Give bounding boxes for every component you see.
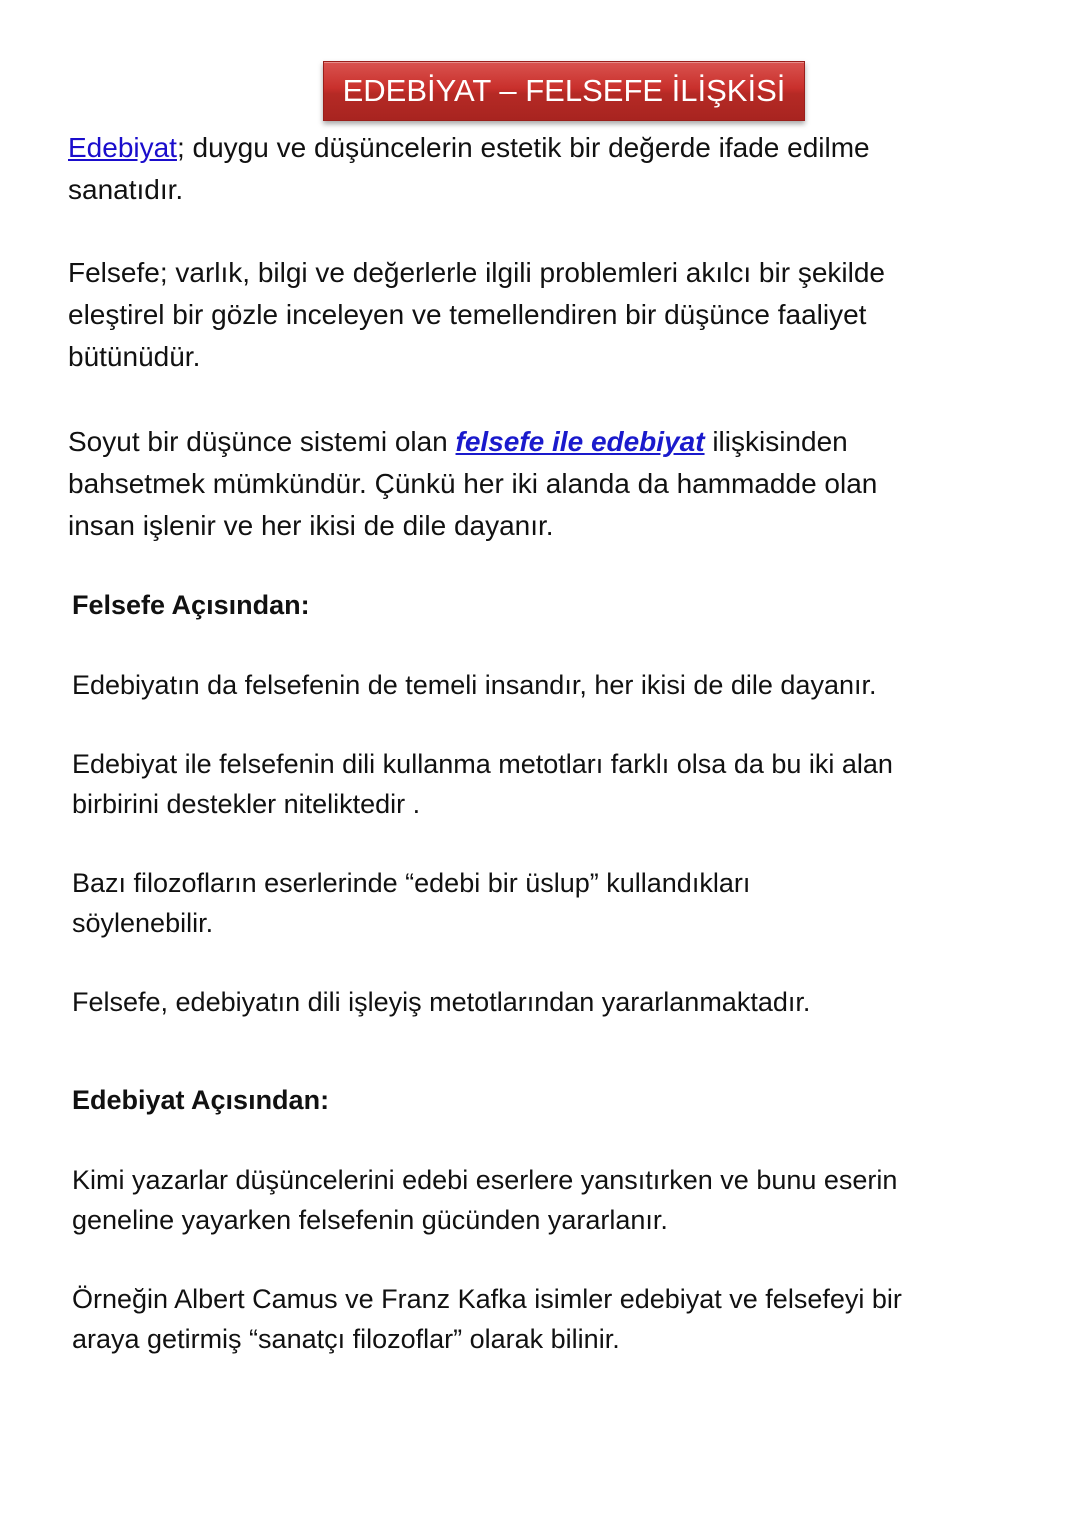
- edebiyat-paragraph-1: [72, 1160, 1012, 1240]
- text-line: geneline yayarken felsefenin gücünden yararlanır.: [72, 1205, 668, 1235]
- text-line: [68, 421, 978, 463]
- intro-paragraph-1: [68, 127, 978, 211]
- text-span: ilişkisinden: [704, 426, 848, 457]
- text-span: Soyut bir düşünce sistemi olan: [68, 426, 456, 457]
- text-line: Edebiyat ile felsefenin dili kullanma metotları farklı olsa da bu iki alan: [72, 749, 893, 779]
- felsefe-section-heading: Felsefe Açısından:: [72, 590, 310, 620]
- text-line: insan işlenir ve her ikisi de dile dayanır.: [68, 510, 554, 541]
- felsefe-ile-edebiyat-link[interactable]: felsefe ile edebiyat: [455, 426, 705, 457]
- text-line: söylenebilir.: [72, 908, 214, 938]
- title-banner: [323, 61, 805, 121]
- text-line: araya getirmiş “sanatçı filozoflar” olarak bilinir.: [72, 1324, 620, 1354]
- felsefe-paragraph-2: [72, 744, 1012, 824]
- text-line: birbirini destekler niteliktedir .: [72, 789, 421, 819]
- text-line: Örneğin Albert Camus ve Franz Kafka isimler edebiyat ve felsefeyi bir: [72, 1284, 902, 1314]
- text-line: bahsetmek mümkündür. Çünkü her iki alanda da hammadde olan: [68, 468, 878, 499]
- felsefe-paragraph-3: [72, 863, 1012, 943]
- edebiyat-link[interactable]: Edebiyat: [68, 132, 177, 163]
- intro-paragraph-2: [68, 252, 978, 378]
- felsefe-paragraph-4: Felsefe, edebiyatın dili işleyiş metotlarından yararlanmaktadır.: [72, 987, 811, 1017]
- text-line: Kimi yazarlar düşüncelerini edebi eserlere yansıtırken ve bunu eserin: [72, 1165, 898, 1195]
- text-line: Felsefe; varlık, bilgi ve değerlerle ilgili problemleri akılcı bir şekilde: [68, 257, 885, 288]
- felsefe-paragraph-1: Edebiyatın da felsefenin de temeli insandır, her ikisi de dile dayanır.: [72, 670, 877, 700]
- text-line: bütünüdür.: [68, 341, 201, 372]
- text-line: eleştirel bir gözle inceleyen ve temellendiren bir düşünce faaliyet: [68, 299, 867, 330]
- edebiyat-section-heading: Edebiyat Açısından:: [72, 1085, 330, 1115]
- intro-paragraph-3: [68, 421, 978, 547]
- text-line: sanatıdır.: [68, 174, 184, 205]
- page-title: EDEBİYAT – FELSEFE İLİŞKİSİ: [342, 73, 786, 108]
- edebiyat-paragraph-2: [72, 1279, 1012, 1359]
- text-line: Bazı filozofların eserlerinde “edebi bir üslup” kullandıkları: [72, 868, 751, 898]
- text-line: [68, 127, 978, 169]
- text-span: ; duygu ve düşüncelerin estetik bir değerde ifade edilme: [176, 132, 870, 163]
